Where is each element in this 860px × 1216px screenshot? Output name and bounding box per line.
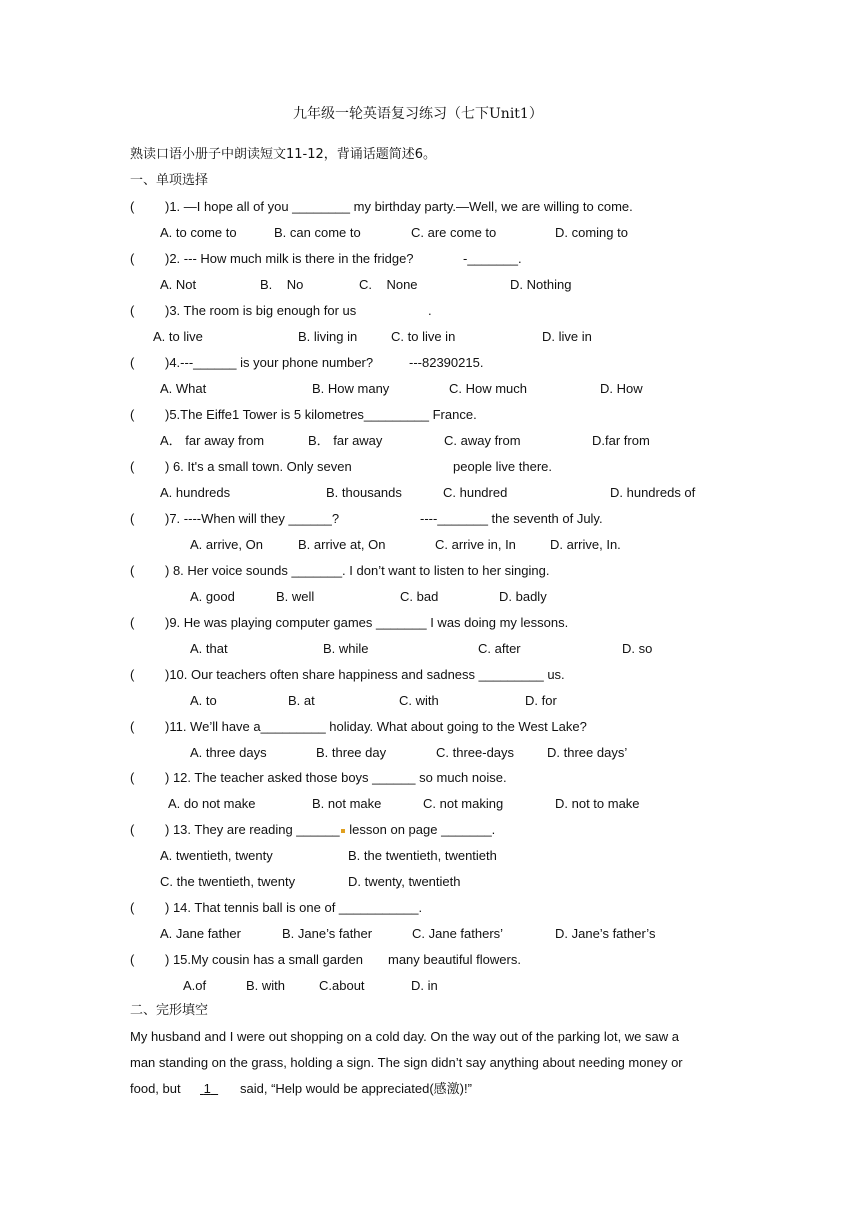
answer-paren: ( [130, 459, 135, 474]
option-d: D. for [525, 693, 557, 708]
option-c: C. away from [444, 433, 521, 448]
question-stem: )5.The Eiffe1 Tower is 5 kilometres_________ France. [165, 407, 477, 422]
answer-paren: ( [130, 563, 135, 578]
option-b: B. Jane’s father [282, 926, 373, 941]
intro-text: 熟读口语小册子中朗读短文11-12，背诵话题简述6。 [130, 147, 437, 162]
option-a: A. to [190, 693, 217, 708]
option-c: C. three-days [436, 745, 515, 760]
option-b: B． far away [308, 433, 383, 448]
answer-paren: ( [130, 199, 135, 214]
option-d: D. How [600, 381, 643, 396]
question-tail: many beautiful flowers. [388, 952, 521, 967]
answer-paren: ( [130, 407, 135, 422]
passage-line: said, “Help would be appreciated(感激)!” [240, 1081, 472, 1096]
option-c: C.about [319, 978, 365, 993]
answer-paren: ( [130, 355, 135, 370]
option-a: A. good [190, 589, 235, 604]
question-stem: ) 13. They are reading ______ lesson on page _______. [165, 822, 496, 837]
option-a: A． far away from [160, 433, 265, 448]
option-c: C. None [359, 277, 418, 292]
option-a: A. hundreds [160, 485, 231, 500]
answer-paren: ( [130, 667, 135, 682]
option-a: A. that [190, 641, 228, 656]
option-d: D. arrive, In. [550, 537, 621, 552]
question-stem: )4.---______ is your phone number? [165, 355, 374, 370]
question-stem: )9. He was playing computer games _______ I was doing my lessons. [165, 615, 569, 630]
option-a: A. to come to [160, 225, 237, 240]
option-c: C. the twentieth, twenty [160, 874, 296, 889]
option-d: D. twenty, twentieth [348, 874, 461, 889]
question-tail: ----_______ the seventh of July. [420, 511, 603, 526]
question-stem: ) 14. That tennis ball is one of ___________. [165, 900, 423, 915]
option-a: A. twentieth, twenty [160, 848, 273, 863]
question-stem: )11. We’ll have a_________ holiday. What about going to the West Lake? [165, 719, 587, 734]
option-b: B. can come to [274, 225, 361, 240]
passage-line: My husband and I were out shopping on a cold day. On the way out of the parking lot, we saw a [130, 1029, 679, 1044]
option-a: A. three days [190, 745, 267, 760]
option-d: D. so [622, 641, 653, 656]
option-b: B. No [260, 277, 304, 292]
option-c: C. after [478, 641, 521, 656]
option-c: C. arrive in, In [435, 537, 516, 552]
option-c: C. with [399, 693, 439, 708]
answer-paren: ( [130, 251, 135, 266]
option-a: A. Not [160, 277, 197, 292]
question-stem: ) 15.My cousin has a small garden [165, 952, 363, 967]
option-c: C. How much [449, 381, 528, 396]
option-d: D. coming to [555, 225, 628, 240]
option-b: B. the twentieth, twentieth [348, 848, 497, 863]
question-tail: . [428, 303, 432, 318]
answer-paren: ( [130, 770, 135, 785]
question-stem: )7. ----When will they ______? [165, 511, 340, 526]
option-d: D. Nothing [510, 277, 572, 292]
option-d: D. in [411, 978, 438, 993]
option-a: A. arrive, On [190, 537, 263, 552]
option-c: C. to live in [391, 329, 456, 344]
question-stem: ) 12. The teacher asked those boys ______ so much noise. [165, 770, 507, 785]
blank-number: 1 [203, 1081, 211, 1096]
option-b: B. not make [312, 796, 382, 811]
question-tail: ---82390215. [409, 355, 484, 370]
option-b: B. living in [298, 329, 358, 344]
option-a: A. What [160, 381, 207, 396]
question-stem: )1. —I hope all of you ________ my birthday party.—Well, we are willing to come. [165, 199, 633, 214]
option-b: B. while [323, 641, 369, 656]
option-c: C. not making [423, 796, 504, 811]
option-b: B. three day [316, 745, 387, 760]
option-a: A. do not make [168, 796, 256, 811]
option-d: D. live in [542, 329, 592, 344]
question-stem: )2. --- How much milk is there in the fridge? [165, 251, 414, 266]
option-d: D. not to make [555, 796, 640, 811]
option-b: B. thousands [326, 485, 402, 500]
answer-paren: ( [130, 822, 135, 837]
option-b: B. at [288, 693, 315, 708]
answer-paren: ( [130, 303, 135, 318]
option-c: C. are come to [411, 225, 497, 240]
answer-paren: ( [130, 900, 135, 915]
question-stem: )3. The room is big enough for us [165, 303, 357, 318]
question-tail: people live there. [453, 459, 553, 474]
answer-paren: ( [130, 511, 135, 526]
option-d: D.far from [592, 433, 650, 448]
passage-line: man standing on the grass, holding a sign. The sign didn’t say anything about needing money or [130, 1055, 683, 1070]
question-stem: )10. Our teachers often share happiness and sadness _________ us. [165, 667, 565, 682]
option-c: C. bad [400, 589, 439, 604]
option-b: B. with [246, 978, 286, 993]
answer-paren: ( [130, 719, 135, 734]
option-d: D. Jane’s father’s [555, 926, 656, 941]
option-d: D. hundreds of [610, 485, 696, 500]
option-c: C. Jane fathers’ [412, 926, 504, 941]
option-b: B. well [276, 589, 315, 604]
question-tail: -_______. [463, 251, 522, 266]
answer-paren: ( [130, 615, 135, 630]
passage-line: food, but [130, 1081, 181, 1096]
question-stem: ) 8. Her voice sounds _______. I don’t want to listen to her singing. [165, 563, 550, 578]
option-b: B. arrive at, On [298, 537, 386, 552]
option-c: C. hundred [443, 485, 508, 500]
option-d: D. three days’ [547, 745, 628, 760]
section-heading-cloze: 二、完形填空 [130, 1003, 209, 1018]
option-a: A. Jane father [160, 926, 241, 941]
question-stem: ) 6. It's a small town. Only seven [165, 459, 352, 474]
option-d: D. badly [499, 589, 547, 604]
title: 九年级一轮英语复习练习（七下Unit1） [293, 106, 543, 122]
section-heading-single-choice: 一、单项选择 [130, 173, 209, 188]
highlight-marker [341, 829, 345, 833]
option-a: A. to live [153, 329, 203, 344]
answer-paren: ( [130, 952, 135, 967]
option-b: B. How many [312, 381, 390, 396]
option-a: A.of [183, 978, 207, 993]
